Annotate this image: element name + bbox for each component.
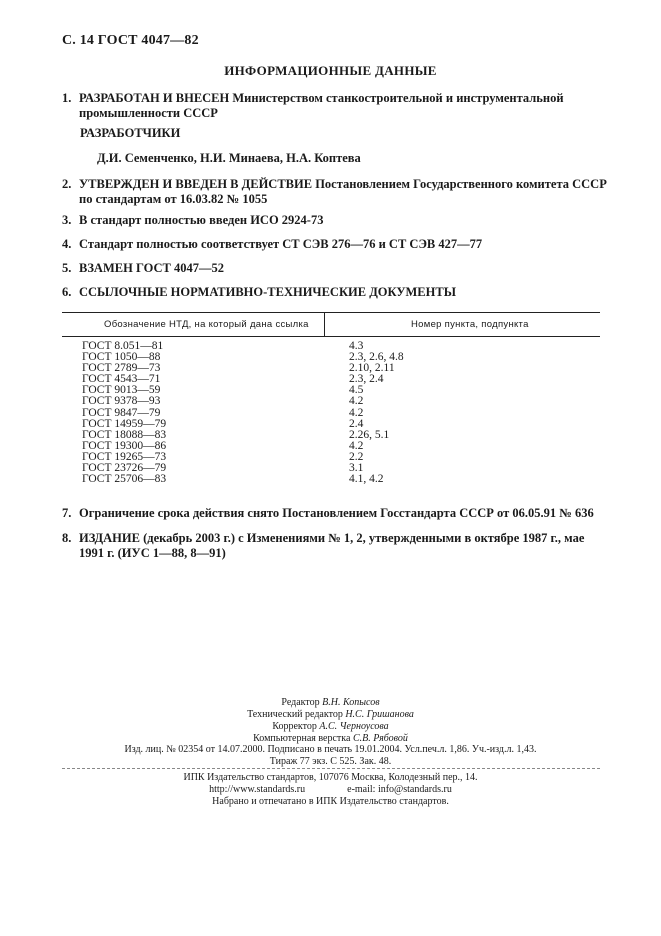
table-column-document — [82, 341, 166, 485]
item-number: 8. — [62, 531, 72, 545]
page-header: С. 14 ГОСТ 4047—82 — [62, 33, 199, 48]
table-header-rule — [62, 336, 600, 337]
imprint-contacts — [0, 784, 661, 796]
imprint-editor — [0, 697, 661, 709]
table-header-clause: Номер пункта, подпункта — [411, 319, 529, 330]
table-cell-clause: 2.3, 2.4 — [349, 373, 384, 386]
email-text: e-mail: info@standards.ru — [347, 784, 452, 795]
item-text: Постановлением Государственного комитета СССР по стандартам от 16.03.82 № 1055 — [79, 177, 607, 206]
table-column-clause — [349, 341, 404, 485]
imprint-print-run: Тираж 77 экз. С 525. Зак. 48. — [269, 756, 392, 767]
item-number: 3. — [62, 213, 72, 227]
item-text: ВЗАМЕН ГОСТ 4047—52 — [79, 261, 224, 275]
item-text: (декабрь 2003 г.) с Изменениями № 1, 2, утвержденными в октябре 1987 г., мае 1991 г. (ИУС 1—88, 8—91) — [79, 531, 585, 560]
table-cell-document: ГОСТ 9378—93 — [82, 395, 161, 408]
table-cell-clause: 4.2 — [349, 439, 364, 452]
table-cell-document: ГОСТ 2789—73 — [82, 362, 161, 375]
item-lead: РАЗРАБОТАН И ВНЕСЕН — [79, 91, 230, 105]
table-cell-document: ГОСТ 23726—79 — [82, 462, 167, 475]
table-cell-clause: 2.26, 5.1 — [349, 428, 390, 441]
section-title: ИНФОРМАЦИОННЫЕ ДАННЫЕ — [224, 63, 437, 78]
table-cell-document: ГОСТ 8.051—81 — [82, 340, 164, 352]
imprint-tech-editor — [0, 709, 661, 721]
table-header-divider — [324, 312, 325, 336]
table-cell-document: ГОСТ 19300—86 — [82, 439, 167, 452]
table-cell-clause: 4.1, 4.2 — [349, 473, 384, 486]
item-number: 6. — [62, 285, 72, 299]
table-cell-document: ГОСТ 1050—88 — [82, 351, 161, 364]
item-3 — [62, 213, 610, 228]
item-text: ССЫЛОЧНЫЕ НОРМАТИВНО-ТЕХНИЧЕСКИЕ ДОКУМЕНТЫ — [79, 285, 456, 299]
item-number: 7. — [62, 506, 72, 520]
table-cell-document: ГОСТ 14959—79 — [82, 417, 167, 430]
item-8 — [62, 531, 610, 561]
table-cell-clause: 2.3, 2.6, 4.8 — [349, 351, 404, 364]
table-cell-clause: 4.3 — [349, 340, 364, 352]
table-header-document: Обозначение НТД, на который дана ссылка — [104, 319, 309, 330]
item-7 — [62, 506, 610, 521]
table-cell-document: ГОСТ 9847—79 — [82, 406, 161, 419]
website-link: http://www.standards.ru — [209, 784, 306, 795]
table-cell-clause: 4.2 — [349, 406, 364, 419]
item-number: 1. — [62, 91, 72, 105]
corrector-label: Корректор — [272, 721, 317, 732]
layout-name: С.В. Рябовой — [352, 733, 408, 744]
item-1 — [62, 91, 610, 121]
developers-heading: РАЗРАБОТЧИКИ — [80, 126, 181, 140]
imprint-divider — [62, 768, 600, 769]
item-lead: УТВЕРЖДЕН И ВВЕДЕН В ДЕЙСТВИЕ — [79, 177, 313, 191]
table-cell-document: ГОСТ 4543—71 — [82, 373, 161, 386]
item-text: В стандарт полностью введен ИСО 2924-73 — [79, 213, 324, 227]
imprint-publication-info: Изд. лиц. № 02354 от 14.07.2000. Подписано в печать 19.01.2004. Усл.печ.л. 1,86. Уч.-изд.л. 1,43. — [124, 744, 537, 755]
table-cell-clause: 3.1 — [349, 462, 364, 475]
imprint-corrector — [0, 721, 661, 733]
layout-label: Компьютерная верстка — [253, 733, 351, 744]
item-lead: ИЗДАНИЕ — [79, 531, 140, 545]
table-cell-clause: 2.4 — [349, 417, 364, 430]
table-cell-clause: 2.10, 2.11 — [349, 362, 395, 375]
developers-names: Д.И. Семенченко, Н.И. Минаева, Н.А. Коптева — [97, 151, 361, 165]
item-6 — [62, 285, 610, 300]
table-cell-document: ГОСТ 9013—59 — [82, 384, 161, 397]
item-5 — [62, 261, 610, 276]
item-text: Стандарт полностью соответствует СТ СЭВ 276—76 и СТ СЭВ 427—77 — [79, 237, 483, 251]
item-4 — [62, 237, 610, 252]
table-cell-clause: 4.2 — [349, 395, 364, 408]
item-number: 4. — [62, 237, 72, 251]
table-cell-document: ГОСТ 18088—83 — [82, 428, 167, 441]
imprint-printed-by: Набрано и отпечатано в ИПК Издательство стандартов. — [212, 796, 449, 807]
tech-editor-name: Н.С. Гришанова — [345, 709, 414, 720]
editor-name: В.Н. Копысов — [322, 697, 380, 708]
table-top-rule — [62, 312, 600, 313]
table-cell-clause: 2.2 — [349, 450, 364, 463]
item-2 — [62, 177, 610, 207]
item-text: Ограничение срока действия снято Постановлением Госстандарта СССР от 06.05.91 № 636 — [79, 506, 594, 520]
item-number: 2. — [62, 177, 72, 191]
imprint-publisher: ИПК Издательство стандартов, 107076 Москва, Колодезный пер., 14. — [183, 772, 478, 783]
table-cell-clause: 4.5 — [349, 384, 364, 397]
table-cell-document: ГОСТ 19265—73 — [82, 450, 167, 463]
editor-label: Редактор — [281, 697, 320, 708]
item-number: 5. — [62, 261, 72, 275]
table-cell-document: ГОСТ 25706—83 — [82, 473, 167, 486]
corrector-name: А.С. Черноусова — [319, 721, 389, 732]
tech-editor-label: Технический редактор — [247, 709, 343, 720]
item-text: Министерством станкостроительной и инструментальной промышленности СССР — [79, 91, 564, 120]
